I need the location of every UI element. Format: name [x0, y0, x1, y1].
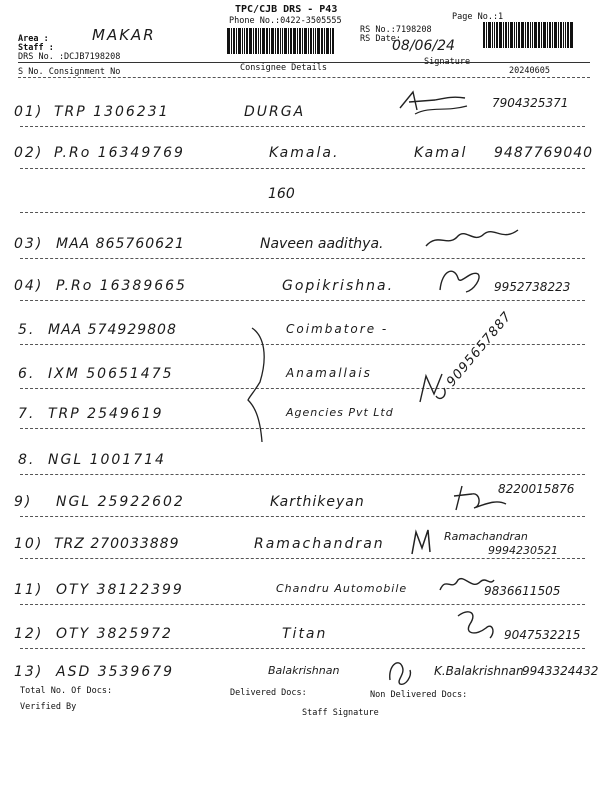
area-label: Area :	[18, 34, 49, 44]
consignee-name: Naveen aadithya.	[260, 236, 384, 252]
col-sno-consignment: S No. Consignment No	[18, 67, 121, 77]
signature-mark	[414, 368, 454, 408]
signature-mark	[418, 222, 528, 256]
phone-number: 8220015876	[498, 482, 575, 496]
receiver-signature: Kamal	[414, 145, 468, 161]
entry-number: 8.	[18, 452, 36, 468]
consignee-name: Kamala.	[269, 145, 340, 161]
col-signature: Signature	[424, 57, 471, 67]
staff-label: Staff :	[18, 43, 54, 53]
signature-mark	[395, 86, 475, 120]
entry-number: 9)	[14, 494, 33, 510]
signature-mark	[384, 656, 416, 686]
delivered-docs-label: Delivered Docs:	[230, 688, 307, 698]
entry-number: 10)	[14, 536, 44, 552]
phone-number: 9943324432	[522, 664, 599, 678]
signature-mark	[452, 606, 498, 642]
consignee-name: Gopikrishna.	[282, 278, 395, 294]
consignment-number: P.Ro 16389665	[56, 278, 187, 294]
entry-number: 01)	[14, 104, 44, 120]
non-delivered-docs-label: Non Delivered Docs:	[370, 690, 468, 700]
phone-number: 7904325371	[492, 96, 569, 110]
phone-number: 9487769040	[494, 145, 594, 161]
signature-mark	[408, 528, 434, 556]
consignee-name: Ramachandran	[254, 536, 385, 552]
consignment-number: P.Ro 16349769	[54, 145, 185, 161]
consignee-name: Coimbatore -	[286, 322, 389, 336]
total-docs-label: Total No. Of Docs:	[20, 686, 113, 696]
drs-number: DRS No. :DCJB7198208	[18, 52, 121, 62]
extra-mark: 160	[268, 186, 295, 202]
phone-number: Phone No.:0422-3505555	[229, 16, 342, 26]
phone-number: 9095657887	[444, 308, 516, 390]
consignment-number: TRP 2549619	[48, 406, 164, 422]
consignee-name: Anamallais	[286, 366, 372, 380]
phone-number: 9047532215	[504, 628, 581, 642]
rs-date-label: RS Date:	[360, 34, 401, 44]
receiver-signature: Ramachandran	[444, 530, 528, 543]
barcode-drs	[227, 28, 351, 54]
consignee-name: Titan	[282, 626, 328, 642]
entry-number: 6.	[18, 366, 36, 382]
barcode-rs	[483, 22, 589, 48]
signature-mark	[430, 260, 490, 300]
page-number: Page No.:1	[452, 12, 504, 22]
rs-number: RS No.:7198208	[360, 25, 432, 35]
entry-number: 03)	[14, 236, 44, 252]
col-date: 20240605	[509, 66, 550, 76]
document-title: TPC/CJB DRS - P43	[235, 4, 338, 15]
phone-number: 9836611505	[484, 584, 561, 598]
consignment-number: TRP 1306231	[54, 104, 170, 120]
entry-number: 5.	[18, 322, 36, 338]
receiver-signature: K.Balakrishnan	[434, 664, 524, 678]
consignee-name: DURGA	[244, 104, 306, 120]
rs-date-value: 08/06/24	[392, 38, 455, 54]
entry-number: 13)	[14, 664, 44, 680]
consignment-number: IXM 50651475	[48, 366, 174, 382]
area-value: MAKAR	[92, 26, 156, 44]
consignee-name: Chandru Automobile	[276, 582, 408, 595]
consignment-number: TRZ 270033889	[54, 536, 180, 552]
consignee-name: Karthikeyan	[270, 494, 365, 510]
consignee-name: Balakrishnan	[268, 664, 340, 677]
consignment-number: ASD 3539679	[56, 664, 175, 680]
entry-number: 11)	[14, 582, 44, 598]
col-consignee: Consignee Details	[240, 63, 327, 73]
consignment-number: OTY 38122399	[56, 582, 184, 598]
consignment-number: NGL 1001714	[48, 452, 166, 468]
consignment-number: MAA 574929808	[48, 322, 177, 338]
consignment-number: NGL 25922602	[56, 494, 185, 510]
entry-number: 02)	[14, 145, 44, 161]
entry-number: 7.	[18, 406, 36, 422]
signature-mark	[436, 572, 496, 594]
consignment-number: OTY 3825972	[56, 626, 173, 642]
phone-number: 9994230521	[488, 544, 558, 557]
staff-signature-label: Staff Signature	[302, 708, 379, 718]
phone-number: 9952738223	[494, 280, 571, 294]
entry-number: 12)	[14, 626, 44, 642]
consignment-number: MAA 865760621	[56, 236, 185, 252]
verified-by-label: Verified By	[20, 702, 77, 712]
entry-number: 04)	[14, 278, 44, 294]
consignee-name: Agencies Pvt Ltd	[286, 406, 394, 419]
signature-mark	[450, 482, 510, 516]
